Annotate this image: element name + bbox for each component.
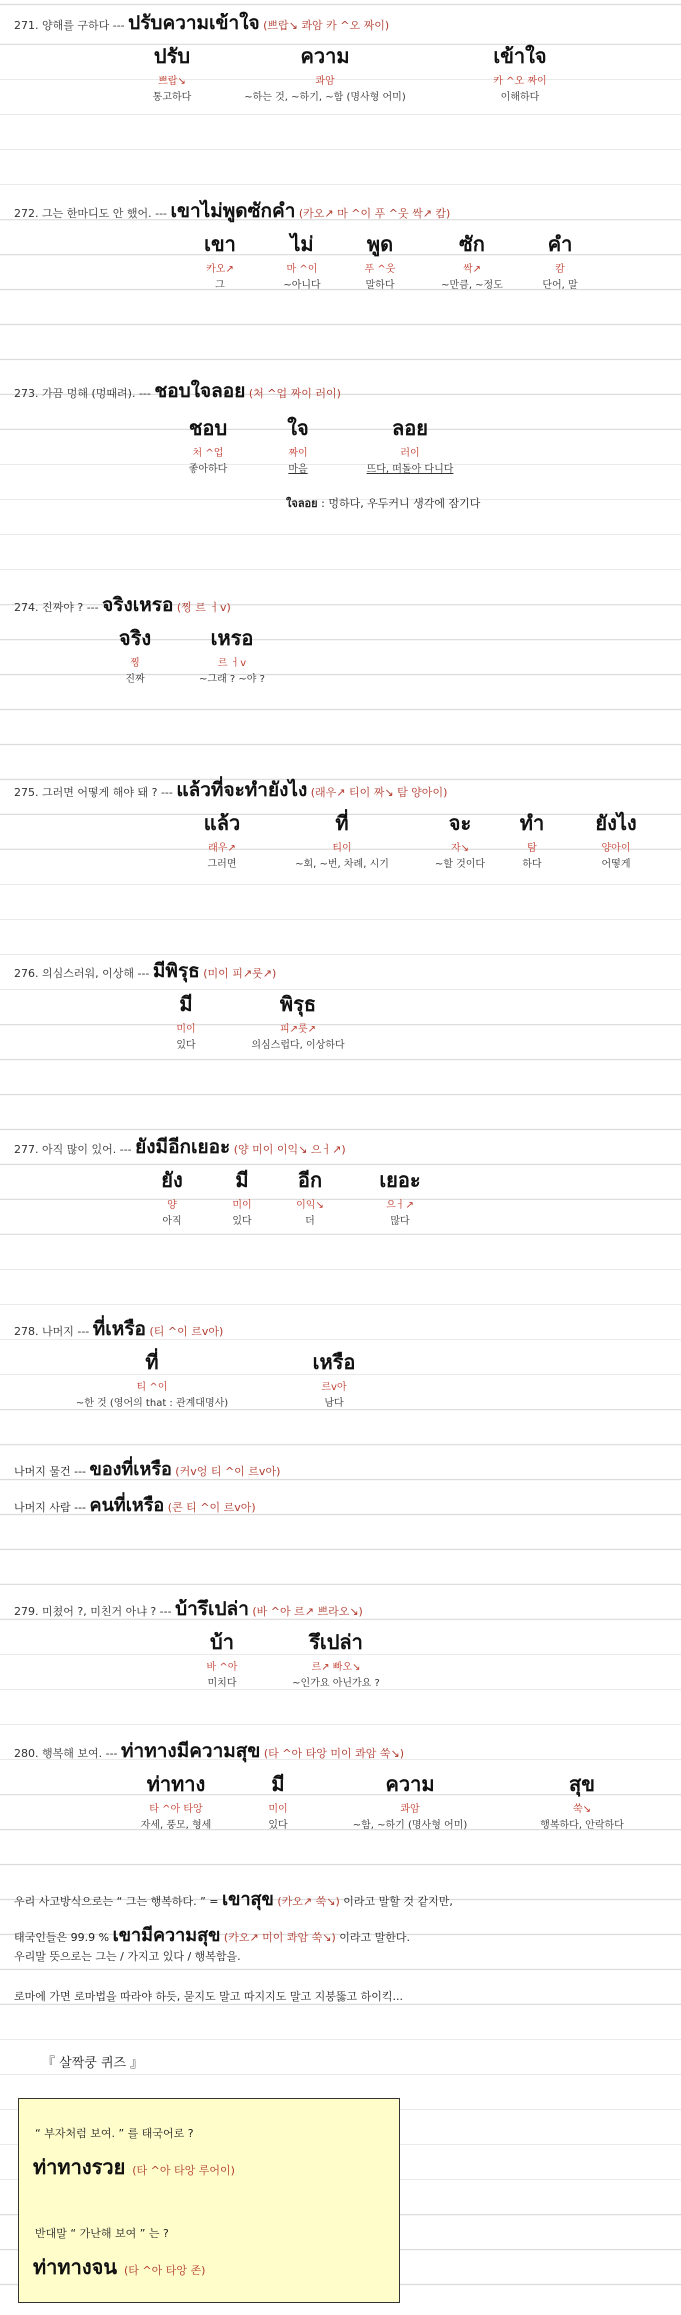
word-pronunciation: 르v아 <box>321 1382 347 1393</box>
word-meaning: 행복하다, 안락하다 <box>540 1820 624 1831</box>
pronunciation: (타 ^아 타앙 루어이) <box>132 2164 235 2177</box>
entry-heading <box>14 590 231 620</box>
pronunciation: (커v엉 티 ^이 르v아) <box>175 1465 281 1478</box>
thai-word: สุข <box>569 1772 595 1796</box>
word-column <box>542 232 577 294</box>
korean-phrase: 275. 그러면 어떻게 해야 돼 ? --- <box>14 786 173 799</box>
word-pronunciation: 티이 <box>332 843 352 854</box>
word-column <box>189 416 228 478</box>
thai-word: ชอบ <box>188 416 228 440</box>
thai-phrase: คนที่เหรือ <box>89 1495 165 1516</box>
thai-phrase: ปรับความเข้าใจ <box>128 12 260 34</box>
thai-word: ความ <box>300 44 350 68</box>
word-column <box>493 44 546 106</box>
korean-phrase: 273. 가끔 멍해 (멍때려). --- <box>14 387 151 400</box>
pronunciation: (미이 피↗룻↗) <box>203 967 277 980</box>
word-meaning: 자세, 풍모, 형세 <box>140 1820 212 1831</box>
thai-phrase: บ้ารึเปล่า <box>175 1598 249 1620</box>
thai-phrase: แล้วที่จะทำยังไง <box>176 779 308 801</box>
entry-heading <box>14 376 341 406</box>
entry-heading <box>14 196 450 226</box>
word-meaning: 있다 <box>232 1216 252 1227</box>
word-pronunciation: 쁘랍↘ <box>158 76 186 87</box>
word-pronunciation: 미이 <box>176 1024 196 1035</box>
word-meaning: ~할 것이다 <box>434 859 486 870</box>
korean-phrase: 280. 행복해 보여. --- <box>14 1747 118 1760</box>
word-meaning: 많다 <box>390 1216 410 1227</box>
word-meaning: 뜨다, 떠돌아 다니다 <box>366 464 454 475</box>
word-column <box>268 1772 287 1834</box>
word-meaning: ~만큼, ~정도 <box>441 280 503 291</box>
entry-heading <box>14 956 276 986</box>
word-meaning: 그 <box>215 280 225 291</box>
word-column <box>435 811 485 873</box>
word-meaning: 하다 <box>522 859 542 870</box>
word-column <box>153 44 192 106</box>
word-meaning: 이해하다 <box>500 92 540 103</box>
word-meaning: ~함, ~하기 (명사형 어미) <box>352 1820 468 1831</box>
word-pronunciation: 탐 <box>527 843 537 854</box>
word-pronunciation: 처 ^업 <box>192 448 224 459</box>
word-meaning: ~하는 것, ~하기, ~함 (명사형 어미) <box>244 92 406 103</box>
entry-heading <box>14 1594 363 1624</box>
thai-word: ที่ <box>335 811 349 835</box>
word-meaning: 미치다 <box>207 1678 237 1689</box>
thai-phrase: เขาไม่พูดซักคำ <box>170 200 296 222</box>
word-meaning: 더 <box>305 1216 315 1227</box>
pronunciation: (찡 르 ㅓv) <box>176 601 231 614</box>
word-pronunciation: 양아이 <box>601 843 631 854</box>
word-pronunciation: 미이 <box>232 1200 252 1211</box>
closing-line-2 <box>14 1920 410 1949</box>
thai-phrase: ที่เหรือ <box>92 1318 146 1340</box>
word-column <box>283 232 320 294</box>
word-column <box>76 1350 228 1412</box>
word-meaning: ~아니다 <box>283 280 321 291</box>
word-pronunciation: 카오↗ <box>206 264 234 275</box>
usage-note <box>286 494 480 512</box>
thai-word: มี <box>179 992 193 1016</box>
extra-phrase <box>14 1454 280 1483</box>
thai-word: ไม่ <box>290 232 314 256</box>
word-column <box>204 232 236 294</box>
word-meaning: 의심스럽다, 이상하다 <box>251 1040 345 1051</box>
note-thai: ใจลอย <box>286 497 318 510</box>
word-column <box>119 626 151 688</box>
word-pronunciation: 양 <box>167 1200 177 1211</box>
quiz-question-2: 반대말 “ 가난해 보여 ” 는 ? <box>35 2227 169 2240</box>
word-meaning: ~인가요 아닌가요 ? <box>292 1678 380 1689</box>
pronunciation: (래우↗ 티이 짜↘ 탐 양아이) <box>310 786 448 799</box>
entry-heading <box>14 8 389 38</box>
word-column <box>365 232 396 294</box>
thai-word: เขา <box>204 232 236 256</box>
word-pronunciation: 러이 <box>400 448 420 459</box>
pronunciation: (카오↗ 마 ^이 푸 ^웃 싹↗ 캄) <box>298 207 451 220</box>
word-column <box>204 811 240 873</box>
thai-word: แล้ว <box>203 811 241 835</box>
word-pronunciation: 푸 ^웃 <box>364 264 396 275</box>
word-pronunciation: 자↘ <box>450 843 470 854</box>
word-column <box>292 1630 380 1692</box>
word-meaning: 좋아하다 <box>188 464 228 475</box>
word-meaning: 어떻게 <box>601 859 631 870</box>
word-column <box>540 1772 624 1834</box>
closing-text: 우리말 뜻으로는 그는 / 가지고 있다 / 행복함을. <box>14 1950 241 1963</box>
word-meaning: 진짜 <box>125 674 145 685</box>
word-column <box>251 992 344 1054</box>
thai-phrase: เขามีความสุข <box>112 1925 221 1946</box>
thai-phrase: ท่าทางรวย <box>33 2155 126 2179</box>
word-pronunciation: 찡 <box>130 658 140 669</box>
word-pronunciation: 마 ^이 <box>286 264 318 275</box>
thai-word: ที่ <box>145 1350 159 1374</box>
word-column <box>379 1168 420 1230</box>
thai-word: ซัก <box>459 232 485 256</box>
thai-word: บ้า <box>210 1630 234 1654</box>
korean-phrase: 271. 양해를 구하다 --- <box>14 19 125 32</box>
thai-word: เยอะ <box>379 1168 421 1192</box>
word-meaning: 단어, 말 <box>542 280 578 291</box>
word-pronunciation: 캄 <box>555 264 565 275</box>
thai-phrase: มีพิรุธ <box>152 960 200 982</box>
word-meaning: 통고하다 <box>152 92 192 103</box>
korean-phrase: 나머지 물건 --- <box>14 1465 87 1478</box>
closing-text: 로마에 가면 로마법을 따라야 하듯, 묻지도 말고 따지지도 말고 지붕뚫고 하이킥... <box>14 1990 403 2003</box>
korean-phrase: 277. 아직 많이 있어. --- <box>14 1143 132 1156</box>
pronunciation: (바 ^아 르↗ 쁘라오↘) <box>252 1605 363 1618</box>
thai-word: ยังไง <box>595 811 637 835</box>
word-pronunciation: 콰암 <box>315 76 335 87</box>
note-meaning: 멍하다, 우두커니 생각에 잠기다 <box>328 497 481 510</box>
word-pronunciation: 티 ^이 <box>136 1382 168 1393</box>
word-column <box>520 811 544 873</box>
word-meaning: ~회, ~번, 차례, 시기 <box>295 859 389 870</box>
thai-word: เข้าใจ <box>493 44 547 68</box>
word-pronunciation: 짜이 <box>288 448 308 459</box>
word-pronunciation: 싹↗ <box>462 264 482 275</box>
word-pronunciation: 쑥↘ <box>572 1804 592 1815</box>
word-pronunciation: 콰암 <box>400 1804 420 1815</box>
word-column <box>296 1168 324 1230</box>
closing-text: 우리 사고방식으로는 “ 그는 행복하다. ” = <box>14 1895 222 1908</box>
word-column <box>161 1168 182 1230</box>
word-meaning: 있다 <box>176 1040 196 1051</box>
quiz-question-1: “ 부자처럼 보여. ” 를 태국어로 ? <box>35 2127 194 2140</box>
thai-word: ลอย <box>391 416 428 440</box>
pronunciation: (콘 티 ^이 르v아) <box>167 1501 256 1514</box>
word-pronunciation: 르 ㅓv <box>217 658 247 669</box>
korean-phrase: 274. 진짜야 ? --- <box>14 601 99 614</box>
word-column <box>313 1350 356 1412</box>
word-pronunciation: 이익↘ <box>296 1200 324 1211</box>
quiz-box <box>18 2098 400 2303</box>
word-meaning: 그러면 <box>207 859 237 870</box>
entry-heading <box>14 775 447 805</box>
word-pronunciation: 래우↗ <box>208 843 236 854</box>
pronunciation: (양 미이 이익↘ 으ㅓ↗) <box>233 1143 346 1156</box>
thai-word: จะ <box>448 811 472 835</box>
thai-phrase: ท่าทางมีความสุข <box>121 1740 261 1762</box>
word-pronunciation: 르↗ 빠오↘ <box>311 1662 361 1673</box>
thai-word: อีก <box>297 1168 323 1192</box>
note-separator: : <box>317 497 329 510</box>
thai-word: ยัง <box>161 1168 183 1192</box>
word-column <box>232 1168 251 1230</box>
quiz-answer-2 <box>33 2251 205 2283</box>
word-meaning: ~한 것 (영어의 that : 관계대명사) <box>75 1398 229 1409</box>
word-meaning: 말하다 <box>365 280 395 291</box>
pronunciation: (티 ^이 르v아) <box>149 1325 224 1338</box>
thai-word: เหรอ <box>210 626 254 650</box>
closing-line-4 <box>14 1988 403 2004</box>
pronunciation: (타 ^아 타앙 미이 콰암 쑥↘) <box>263 1747 405 1760</box>
korean-phrase: 278. 나머지 --- <box>14 1325 90 1338</box>
thai-word: ทำ <box>519 811 545 835</box>
word-column <box>441 232 503 294</box>
thai-word: ความ <box>385 1772 435 1796</box>
quiz-title: 『 살짝쿵 퀴즈 』 <box>42 2056 144 2071</box>
entry-heading <box>14 1314 223 1344</box>
thai-word: เหรือ <box>312 1350 356 1374</box>
word-column <box>141 1772 212 1834</box>
closing-text: 이라고 말한다. <box>335 1931 411 1944</box>
word-column <box>367 416 454 478</box>
thai-word: ใจ <box>287 416 309 440</box>
thai-phrase: ชอบใจลอย <box>154 380 246 402</box>
thai-phrase: เขาสุข <box>221 1889 274 1910</box>
thai-word: จริง <box>118 626 152 650</box>
pronunciation: (카오↗ 쑥↘) <box>277 1895 340 1908</box>
korean-phrase: 276. 의심스러워, 이상해 --- <box>14 967 150 980</box>
word-pronunciation: 바 ^아 <box>206 1662 238 1673</box>
thai-word: มี <box>271 1772 285 1796</box>
word-column <box>176 992 195 1054</box>
pronunciation: (처 ^업 짜이 러이) <box>248 387 341 400</box>
korean-phrase: 279. 미쳤어 ?, 미친거 아냐 ? --- <box>14 1605 172 1618</box>
word-pronunciation: 타 ^아 타앙 <box>149 1804 203 1815</box>
thai-word: รึเปล่า <box>309 1630 363 1654</box>
pronunciation: (타 ^아 타앙 존) <box>123 2264 206 2277</box>
thai-word: มี <box>235 1168 249 1192</box>
word-meaning: 있다 <box>268 1820 288 1831</box>
word-column <box>207 1630 238 1692</box>
thai-phrase: ยังมีอีกเยอะ <box>135 1136 231 1158</box>
korean-phrase: 272. 그는 한마디도 안 했어. --- <box>14 207 168 220</box>
entry-heading <box>14 1132 346 1162</box>
thai-phrase: ของที่เหรือ <box>89 1459 172 1480</box>
word-pronunciation: 피↗룻↗ <box>279 1024 317 1035</box>
quiz-answer-1 <box>33 2151 235 2183</box>
thai-word: ปรับ <box>153 44 191 68</box>
closing-line-3 <box>14 1948 241 1964</box>
thai-word: พูด <box>366 232 394 256</box>
entry-heading <box>14 1736 404 1766</box>
word-pronunciation: 으ㅓ↗ <box>386 1200 414 1211</box>
pronunciation: (쁘랍↘ 콰암 카 ^오 짜이) <box>263 19 390 32</box>
closing-line-1 <box>14 1884 453 1913</box>
word-column <box>353 1772 468 1834</box>
word-meaning: 아직 <box>162 1216 182 1227</box>
word-column <box>595 811 636 873</box>
word-column <box>287 416 308 478</box>
closing-text: 태국인들은 99.9 % <box>14 1931 113 1944</box>
word-column <box>199 626 265 688</box>
word-pronunciation: 카 ^오 짜이 <box>493 76 547 87</box>
thai-phrase: จริงเหรอ <box>102 594 174 616</box>
thai-word: คำ <box>547 232 573 256</box>
thai-word: ท่าทาง <box>146 1772 206 1796</box>
word-pronunciation: 미이 <box>268 1804 288 1815</box>
word-meaning: 마음 <box>288 464 308 475</box>
word-column <box>244 44 405 106</box>
word-meaning: 남다 <box>324 1398 344 1409</box>
word-column <box>295 811 389 873</box>
pronunciation: (카오↗ 미이 콰암 쑥↘) <box>223 1931 336 1944</box>
word-meaning: ~그래 ? ~야 ? <box>199 674 265 685</box>
thai-word: พิรุธ <box>279 992 317 1016</box>
extra-phrase <box>14 1490 256 1519</box>
closing-text: 이라고 말할 것 같지만, <box>339 1895 453 1908</box>
korean-phrase: 나머지 사람 --- <box>14 1501 87 1514</box>
thai-phrase: ท่าทางจน <box>33 2255 117 2279</box>
